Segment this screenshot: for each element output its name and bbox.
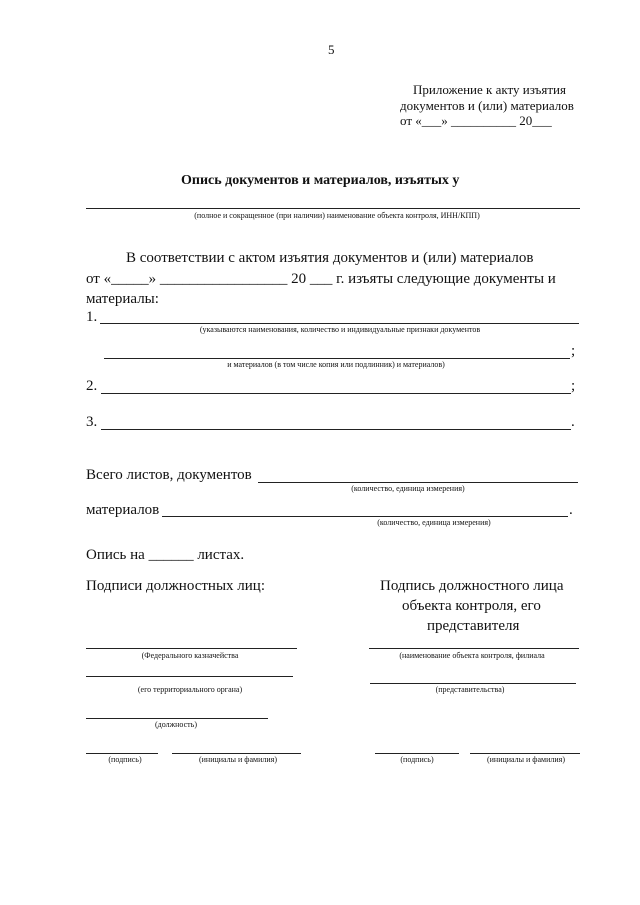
signature-right-line: [375, 753, 459, 754]
representation-caption: (представительства): [435, 685, 505, 694]
materials-line: [162, 516, 568, 517]
appendix-line-2: документов и (или) материалов: [400, 98, 574, 113]
position-line: [86, 718, 268, 719]
right-signature-heading-3: представителя: [427, 618, 520, 634]
item-3-number: 3.: [86, 414, 98, 430]
initials-left-caption: (инициалы и фамилия): [198, 755, 278, 764]
total-docs-line: [258, 482, 578, 483]
signature-left-line: [86, 753, 158, 754]
document-title: Опись документов и материалов, изъятых у: [181, 173, 460, 188]
right-signature-heading-1: Подпись должностного лица: [380, 578, 564, 594]
total-docs-label: Всего листов, документов: [86, 467, 252, 483]
appendix-line-1: Приложение к акту изъятия: [413, 82, 566, 97]
initials-left-line: [172, 753, 301, 754]
representation-line: [370, 683, 576, 684]
quantity-unit-docs-caption: (количество, единица измерения): [351, 484, 465, 493]
item-2-end: ;: [571, 378, 576, 394]
item-1-end: ;: [571, 343, 576, 359]
signature-left-caption: (подпись): [108, 755, 142, 764]
left-signatures-heading: Подписи должностных лиц:: [86, 578, 265, 594]
item-1-number: 1.: [86, 309, 98, 325]
inventory-pages: Опись на ______ листах.: [86, 547, 245, 563]
paragraph-line-3: материалы:: [86, 291, 159, 307]
paragraph-line-2: от «_____» _________________ 20 ___ г. изъяты следующие документы и: [86, 271, 556, 287]
territorial-body-caption: (его территориального органа): [137, 685, 243, 694]
object-name-caption: (полное и сокращенное (при наличии) наименование объекта контроля, ИНН/КПП): [194, 211, 480, 220]
item-3-end: .: [571, 414, 575, 430]
item-2-number: 2.: [86, 378, 98, 394]
quantity-unit-materials-caption: (количество, единица измерения): [377, 518, 491, 527]
treasury-caption: (Федерального казначейства: [141, 651, 239, 660]
item-1-line-2: [104, 358, 570, 359]
treasury-line: [86, 648, 297, 649]
item-3-line: [101, 429, 571, 430]
appendix-line-3: от «___» __________ 20___: [400, 113, 552, 128]
paragraph-line-1: В соответствии с актом изъятия документов и (или) материалов: [126, 250, 534, 266]
item-1-line: [100, 323, 579, 324]
item-2-line: [101, 393, 571, 394]
item-desc-caption-2: и материалов (в том числе копия или подлинник) и материалов): [227, 360, 445, 369]
item-desc-caption-1: (указываются наименования, количество и индивидуальные признаки документов: [199, 325, 481, 334]
materials-label: материалов: [86, 502, 160, 518]
initials-right-line: [470, 753, 580, 754]
object-name-line: [86, 208, 580, 209]
initials-right-caption: (инициалы и фамилия): [486, 755, 566, 764]
object-branch-line: [369, 648, 579, 649]
right-signature-heading-2: объекта контроля, его: [402, 598, 541, 614]
object-branch-caption: (наименование объекта контроля, филиала: [399, 651, 545, 660]
page-number: 5: [328, 42, 335, 57]
signature-right-caption: (подпись): [400, 755, 434, 764]
territorial-body-line: [86, 676, 293, 677]
position-caption: (должность): [155, 720, 197, 729]
materials-end: .: [569, 502, 573, 518]
